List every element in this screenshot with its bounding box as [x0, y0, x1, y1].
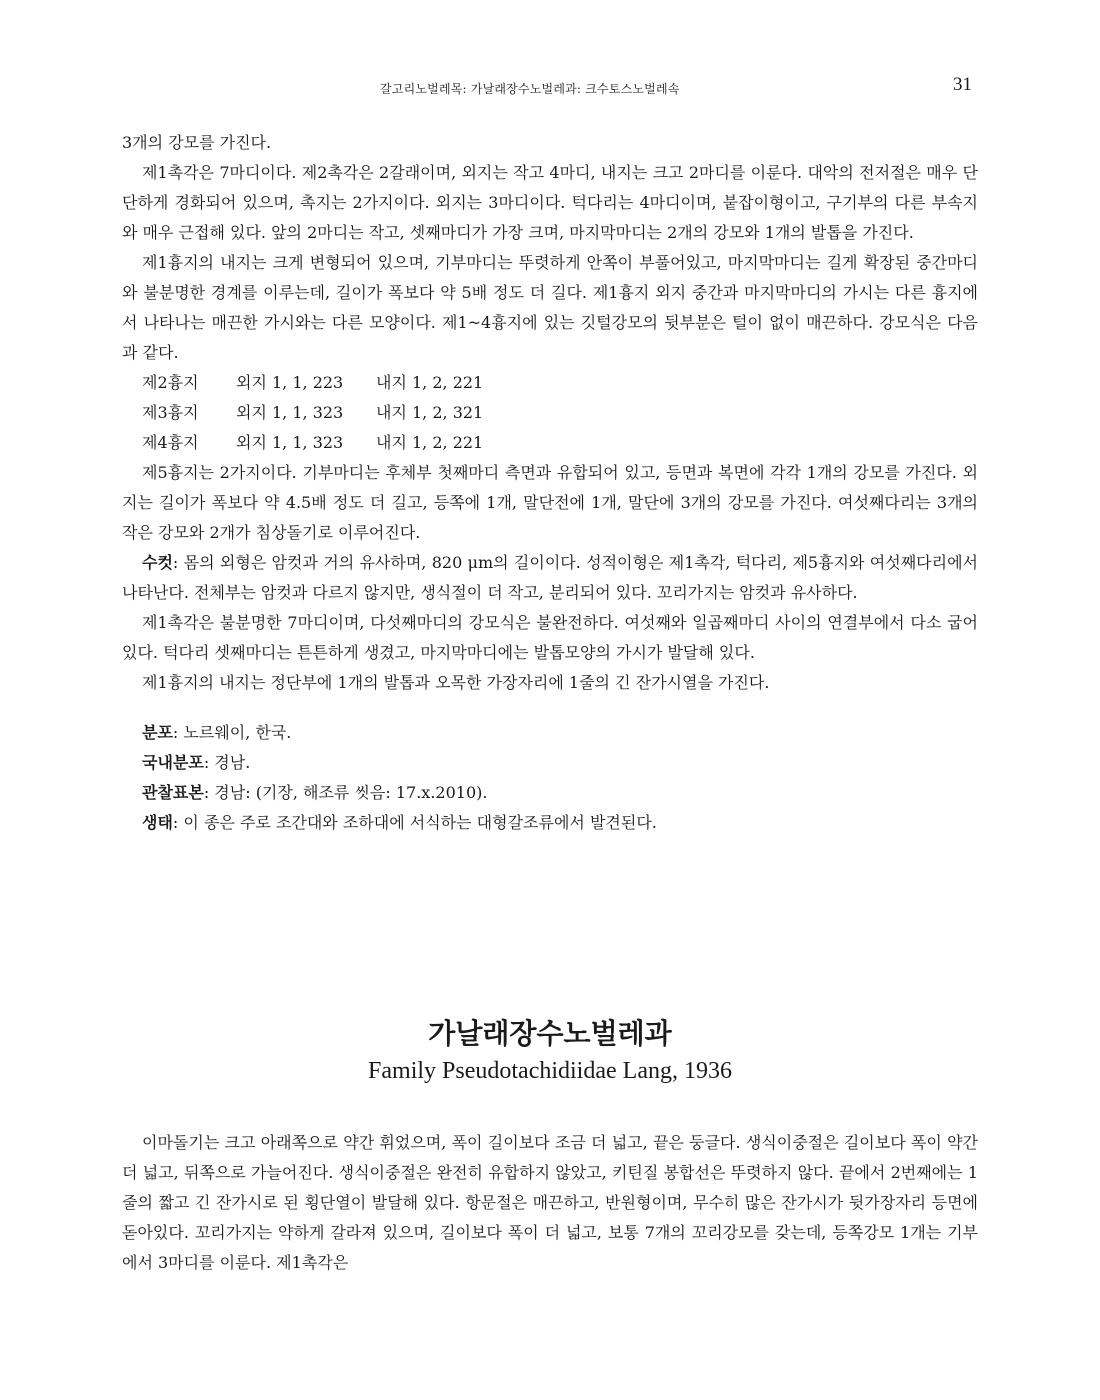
setal-formula-row — [122, 398, 978, 428]
running-title: 갈고리노벌레목: 가날래장수노벌레과: 크수토스노벌레속 — [380, 82, 680, 96]
meta-domestic-distribution — [122, 748, 978, 778]
meta-material-examined — [122, 778, 978, 808]
meta-label: 국내분포 — [142, 753, 204, 772]
family-heading — [0, 1014, 1100, 1088]
paragraph-male — [122, 548, 978, 608]
family-description — [122, 1128, 978, 1278]
meta-label: 관찰표본 — [142, 783, 204, 802]
meta-text: : 이 종은 주로 조간대와 조하대에 서식하는 대형갈조류에서 발견된다. — [172, 813, 657, 832]
paragraph-male-antenna: 제1촉각은 불분명한 7마디이며, 다섯째마디의 강모식은 불완전하다. 여섯째와 일곱째마디 사이의 연결부에서 다소 굽어있다. 턱다리 셋째마디는 튼튼하게 생겼고, 마지막마디에는 발톱모양의 가시가 발달해 있다. — [122, 613, 978, 662]
meta-text: : 경남: (기장, 해조류 씻음: 17.x.2010). — [203, 783, 488, 802]
page-number: 31 — [953, 74, 972, 95]
meta-label: 생태 — [142, 813, 173, 832]
paragraph-antenna: 제1촉각은 7마디이다. 제2촉각은 2갈래이며, 외지는 작고 4마디, 내지는 크고 2마디를 이룬다. 대악의 전저절은 매우 단단하게 경화되어 있으며, 촉지는 2가지이다. 외지는 3마디이다. 턱다리는 4마디이며, 붙잡이형이고, 구기부의 다른 부속지와 매우 근접해 있다. 앞의 2마디는 작고, 셋째마디가 가장 크며, 마지막마디는 2개의 강모와 1개의 발톱을 가진다. — [122, 163, 978, 242]
spacer — [122, 698, 978, 718]
formula-leg: 제2흉지 — [142, 373, 199, 392]
formula-exopod: 외지 1, 1, 323 — [236, 403, 344, 422]
formula-leg: 제3흉지 — [142, 403, 199, 422]
running-header — [0, 76, 1100, 100]
meta-text: : 노르웨이, 한국. — [172, 723, 292, 742]
setal-formula-row — [122, 428, 978, 458]
meta-ecology — [122, 808, 978, 838]
paragraph-family: 이마돌기는 크고 아래쪽으로 약간 휘었으며, 폭이 길이보다 조금 더 넓고, 끝은 둥글다. 생식이중절은 길이보다 폭이 약간 더 넓고, 뒤쪽으로 가늘어진다. 생식이중절은 완전히 유합하지 않았고, 키틴질 봉합선은 뚜렷하지 않다. 끝에서 2번째에는 1줄의 짧고 긴 잔가시로 된 횡단열이 발달해 있다. 항문절은 매끈하고, 반원형이며, 무수히 많은 잔가시가 뒷가장자리 등면에 돋아있다. 꼬리가지는 약하게 갈라져 있으며, 길이보다 폭이 더 넓고, 보통 7개의 꼬리강모를 갖는데, 등쪽강모 1개는 기부에서 3마디를 이룬다. 제1촉각은 — [122, 1133, 978, 1272]
formula-endopod: 내지 1, 2, 221 — [376, 373, 484, 392]
formula-exopod: 외지 1, 1, 223 — [236, 373, 344, 392]
meta-label: 분포 — [142, 723, 173, 742]
formula-leg: 제4흉지 — [142, 433, 199, 452]
paragraph-male-leg1: 제1흉지의 내지는 정단부에 1개의 발톱과 오목한 가장자리에 1줄의 긴 잔가시열을 가진다. — [142, 673, 770, 692]
formula-endopod: 내지 1, 2, 321 — [376, 403, 484, 422]
family-korean-name: 가날래장수노벌레과 — [428, 1017, 672, 1050]
formula-endopod: 내지 1, 2, 221 — [376, 433, 484, 452]
male-label: 수컷 — [142, 553, 173, 572]
paragraph-leg1: 제1흉지의 내지는 크게 변형되어 있으며, 기부마디는 뚜렷하게 안쪽이 부풀어있고, 마지막마디는 길게 확장된 중간마디와 불분명한 경계를 이루는데, 길이가 폭보다 약 5배 정도 더 길다. 제1흉지 외지 중간과 마지막마디의 가시는 다른 흉지에서 나타나는 매끈한 가시와는 다른 모양이다. 제1~4흉지에 있는 깃털강모의 뒷부분은 털이 없이 매끈하다. 강모식은 다음과 같다. — [122, 253, 978, 362]
meta-text: : 경남. — [203, 753, 251, 772]
male-text: : 몸의 외형은 암컷과 거의 유사하며, 820 μm의 길이이다. 성적이형은 제1촉각, 턱다리, 제5흉지와 여섯째다리에서 나타난다. 전체부는 암컷과 다르지 않지만, 생식절이 더 작고, 분리되어 있다. 꼬리가지는 암컷과 유사하다. — [122, 553, 978, 602]
setal-formula-row — [122, 368, 978, 398]
family-latin-name: Family Pseudotachidiidae Lang, 1936 — [368, 1058, 732, 1084]
intro-line: 3개의 강모를 가진다. — [122, 133, 272, 152]
main-text — [122, 128, 978, 838]
formula-exopod: 외지 1, 1, 323 — [236, 433, 344, 452]
paragraph-leg5: 제5흉지는 2가지이다. 기부마디는 후체부 첫째마디 측면과 유합되어 있고, 등면과 복면에 각각 1개의 강모를 가진다. 외지는 길이가 폭보다 약 4.5배 정도 더 길고, 등쪽에 1개, 말단전에 1개, 말단에 3개의 강모를 가진다. 여섯째다리는 3개의 작은 강모와 2개가 침상돌기로 이루어진다. — [122, 463, 978, 542]
meta-distribution — [122, 718, 978, 748]
